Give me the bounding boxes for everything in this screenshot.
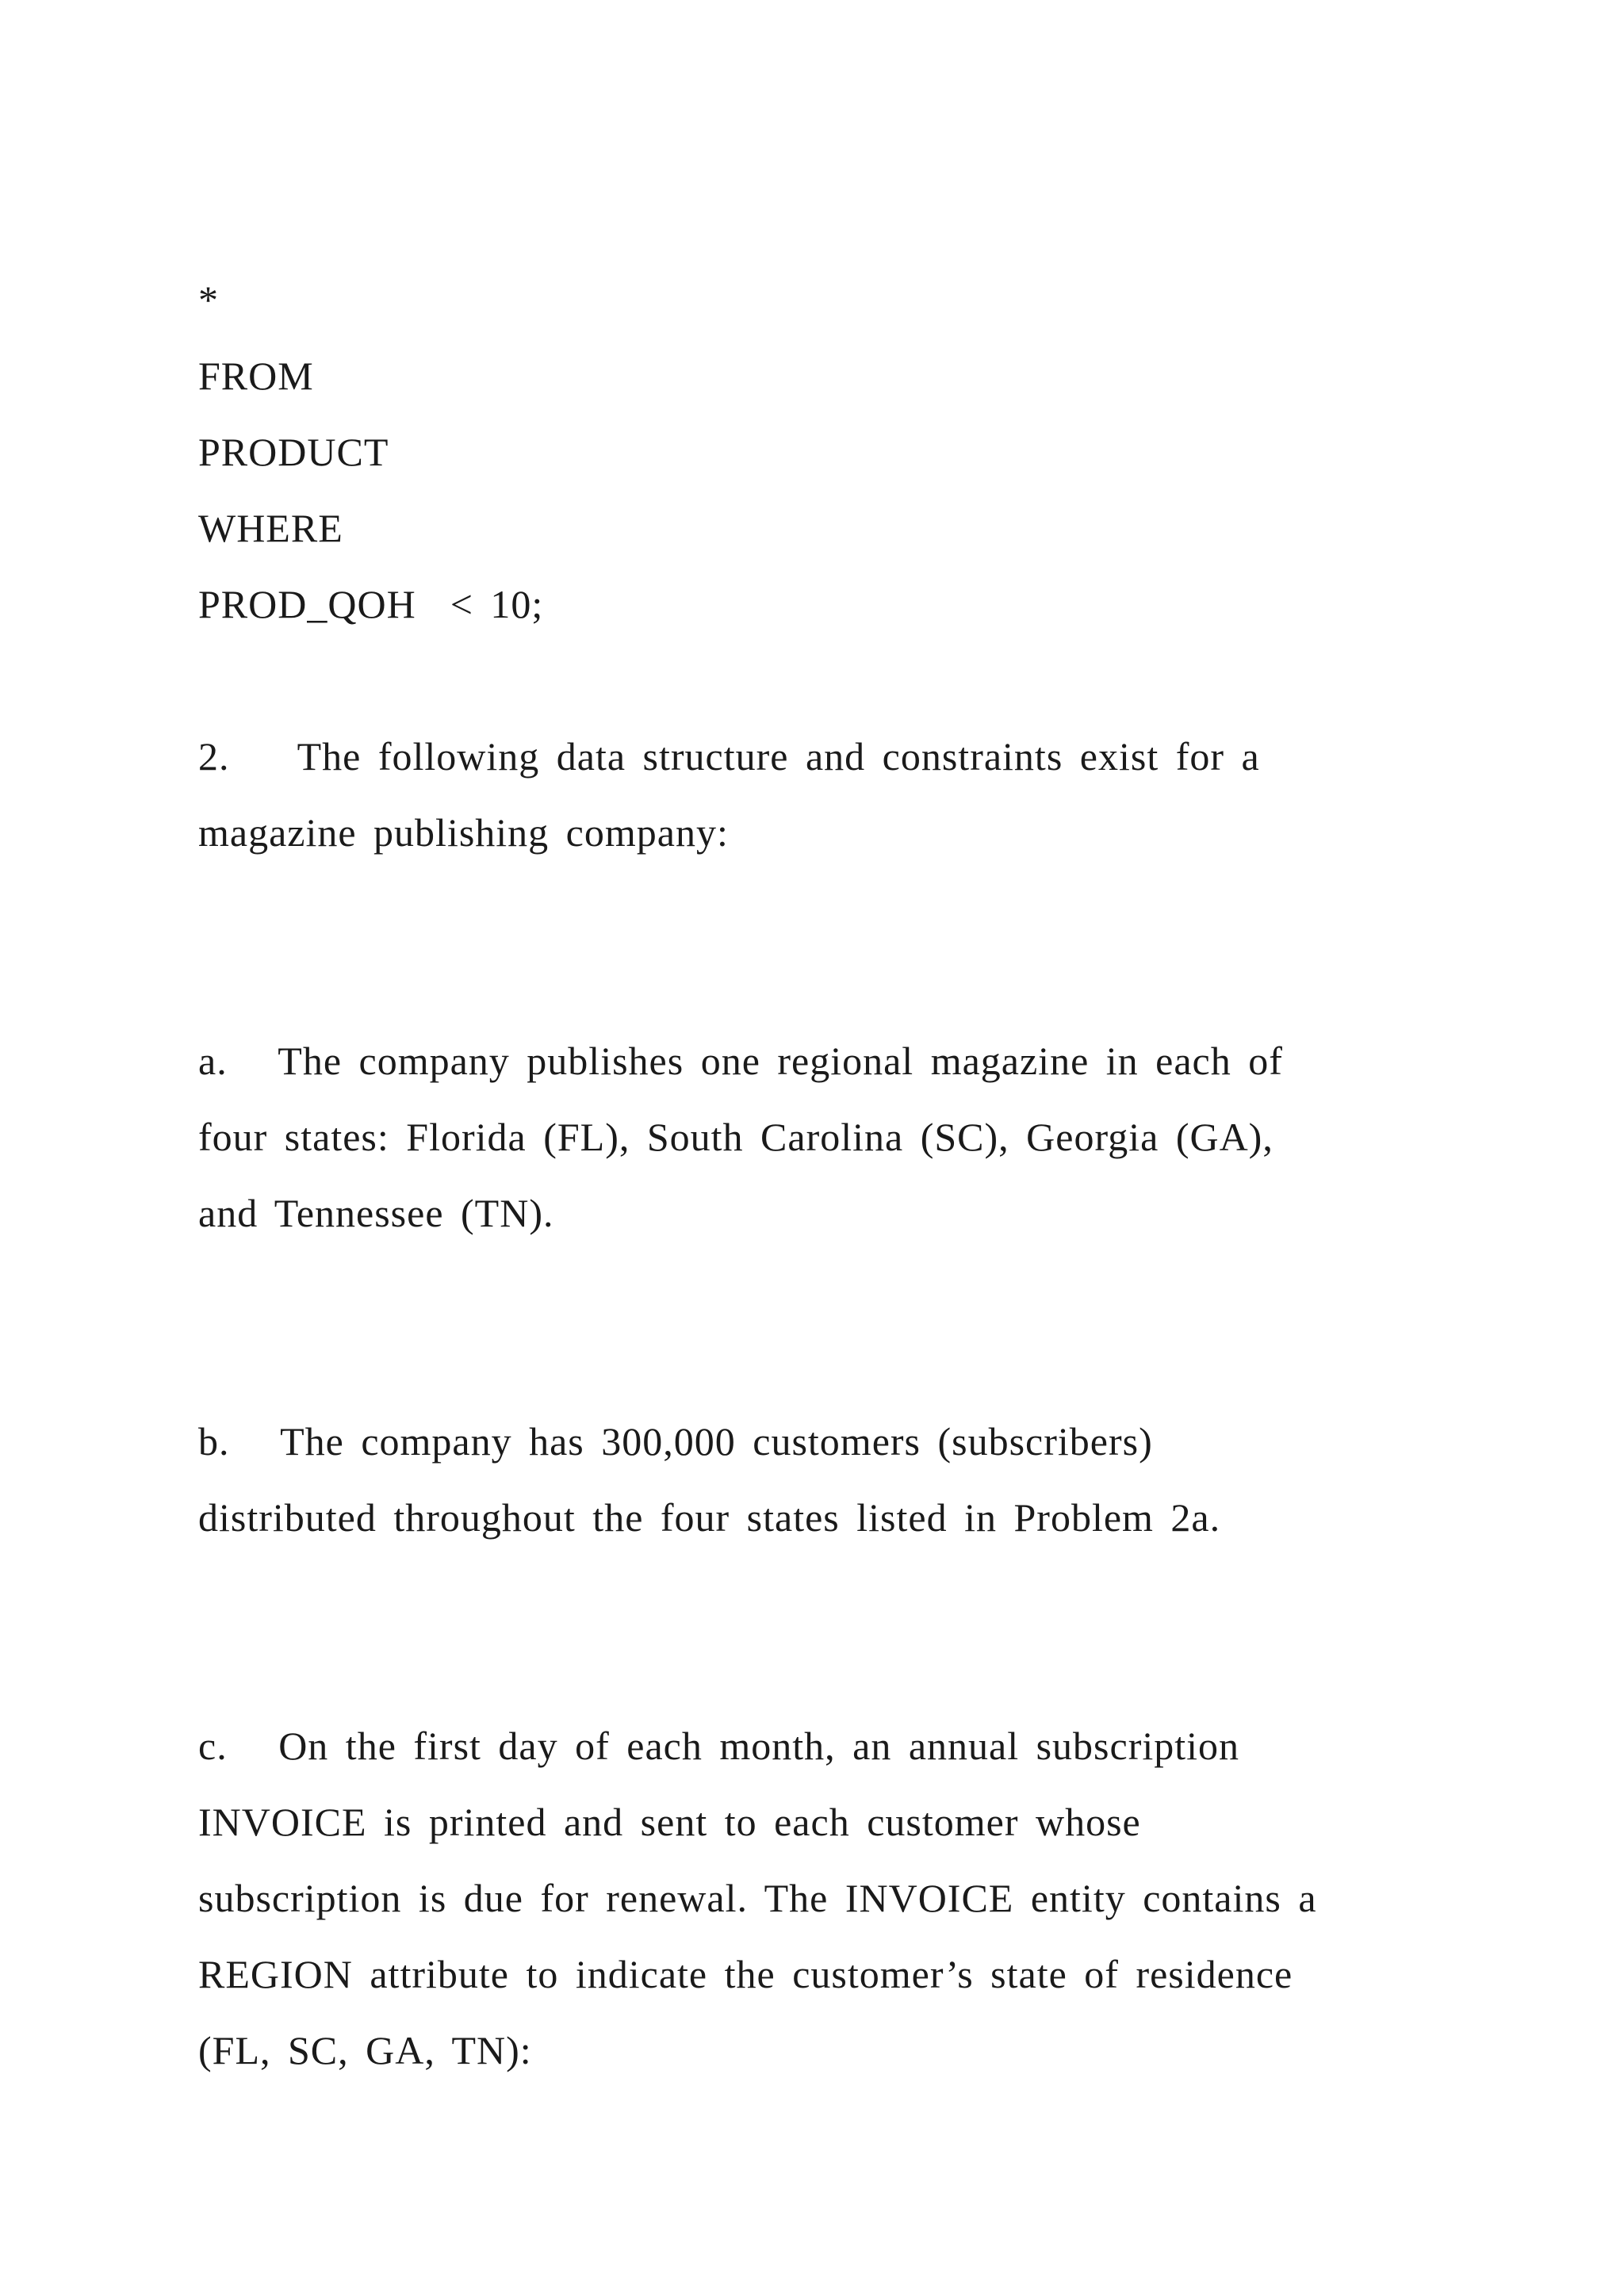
item-c-line: INVOICE is printed and sent to each customer whose: [198, 1800, 1141, 1844]
problem-intro: [198, 718, 1435, 871]
item-b-line: b. The company has 300,000 customers (subscribers): [198, 1419, 1153, 1464]
item-c-line: c. On the first day of each month, an annual subscription: [198, 1724, 1240, 1768]
sql-from-keyword: FROM: [198, 354, 314, 398]
item-a-line: and Tennessee (TN).: [198, 1191, 554, 1235]
spacer: [198, 871, 1435, 1023]
spacer: [198, 1556, 1435, 1708]
problem-intro-line: 2. The following data structure and constraints exist for a: [198, 734, 1260, 779]
sql-table-name: PRODUCT: [198, 430, 389, 474]
sql-condition: PROD_QOH < 10;: [198, 582, 544, 626]
item-b: [198, 1403, 1435, 1556]
sql-where-keyword: WHERE: [198, 506, 343, 550]
sql-select-star: *: [198, 277, 219, 322]
item-c: [198, 1708, 1435, 2088]
item-c-line: (FL, SC, GA, TN):: [198, 2028, 532, 2072]
item-a-line: a. The company publishes one regional magazine in each of: [198, 1039, 1283, 1083]
document-page: [198, 262, 1435, 2088]
item-a-line: four states: Florida (FL), South Carolina (SC), Georgia (GA),: [198, 1115, 1274, 1159]
item-b-line: distributed throughout the four states listed in Problem 2a.: [198, 1495, 1221, 1540]
item-c-line: subscription is due for renewal. The INVOICE entity contains a: [198, 1876, 1317, 1920]
spacer: [198, 642, 1435, 718]
problem-intro-line: magazine publishing company:: [198, 810, 729, 855]
sql-query-block: [198, 262, 1435, 642]
item-a: [198, 1023, 1435, 1251]
spacer: [198, 1251, 1435, 1403]
item-c-line: REGION attribute to indicate the customer’s state of residence: [198, 1952, 1293, 1996]
